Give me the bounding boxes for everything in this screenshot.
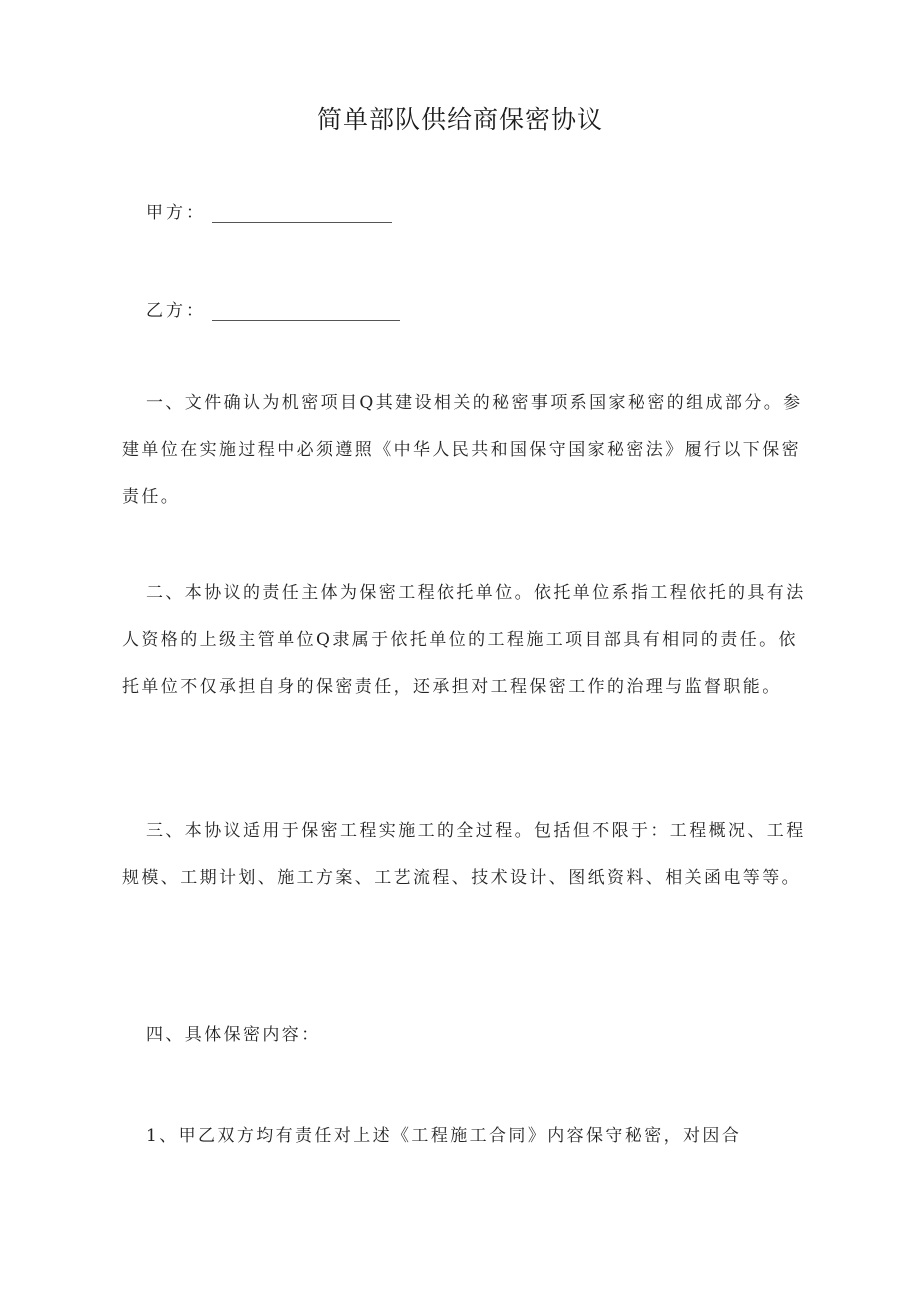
party-b-blank — [212, 300, 400, 321]
party-b-label: 乙方： — [146, 301, 206, 321]
section-one: 一、文件确认为机密项目Q其建设相关的秘密事项系国家秘密的组成部分。参建单位在实施过程中必须遵照《中华人民共和国保守国家秘密法》履行以下保密责任。 — [122, 393, 803, 507]
section-four-heading: 四、具体保密内容： — [146, 1025, 321, 1045]
party-a-line — [146, 198, 392, 223]
section-three: 三、本协议适用于保密工程实施工的全过程。包括但不限于：工程概况、工程规模、工期计划、施工方案、工艺流程、技术设计、图纸资料、相关函电等等。 — [122, 821, 806, 888]
section-two: 二、本协议的责任主体为保密工程依托单位。依托单位系指工程依托的具有法人资格的上级主管单位Q隶属于依托单位的工程施工项目部具有相同的责任。依托单位不仅承担自身的保密责任，还承担对工程保密工作的治理与监督职能。 — [122, 583, 806, 697]
clause-one: 1、甲乙双方均有责任对上述《工程施工合同》内容保守秘密，对因合 — [146, 1126, 742, 1146]
party-a-label: 甲方： — [146, 203, 206, 223]
document-title: 简单部队供给商保密协议 — [316, 105, 603, 134]
party-a-blank — [212, 202, 392, 223]
party-b-line — [146, 296, 400, 321]
